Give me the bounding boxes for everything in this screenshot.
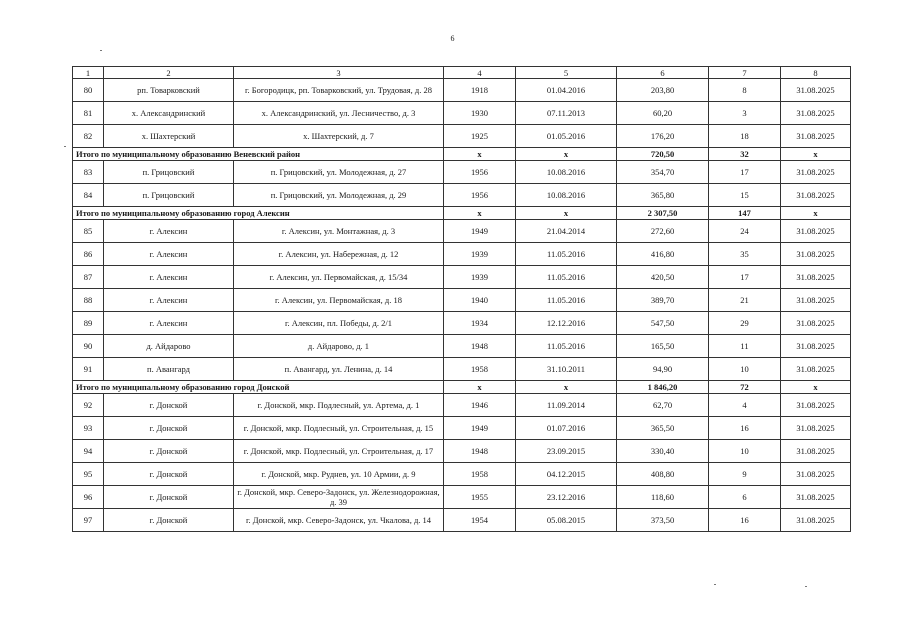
emergency-date-cell: 04.12.2015 bbox=[516, 463, 617, 486]
area-total-cell: 720,50 bbox=[617, 148, 709, 161]
year-built-cell: х bbox=[444, 381, 516, 394]
table-row bbox=[73, 161, 851, 184]
address-cell: г. Донской, мкр. Подлесный, ул. Строительная, д. 17 bbox=[234, 440, 444, 463]
row-number-cell: 97 bbox=[73, 509, 104, 532]
settlement-cell: г. Алексин bbox=[104, 220, 234, 243]
column-number: 4 bbox=[444, 67, 516, 79]
subtotal-row bbox=[73, 207, 851, 220]
subtotal-label: Итого по муниципальному образованию город Алексин bbox=[73, 207, 444, 220]
row-number-cell: 86 bbox=[73, 243, 104, 266]
emergency-date-cell: 11.09.2014 bbox=[516, 394, 617, 417]
year-built-cell: 1949 bbox=[444, 417, 516, 440]
settlement-cell: х. Шахтерский bbox=[104, 125, 234, 148]
table-row bbox=[73, 440, 851, 463]
year-built-cell: 1939 bbox=[444, 243, 516, 266]
relocation-deadline-cell: 31.08.2025 bbox=[781, 79, 851, 102]
column-number: 8 bbox=[781, 67, 851, 79]
year-built-cell: 1948 bbox=[444, 440, 516, 463]
area-cell: 354,70 bbox=[617, 161, 709, 184]
table-body bbox=[73, 67, 851, 532]
settlement-cell: рп. Товарковский bbox=[104, 79, 234, 102]
year-built-cell: 1946 bbox=[444, 394, 516, 417]
row-number-cell: 93 bbox=[73, 417, 104, 440]
relocation-deadline-cell: 31.08.2025 bbox=[781, 509, 851, 532]
area-cell: 389,70 bbox=[617, 289, 709, 312]
address-cell: п. Грицовский, ул. Молодежная, д. 27 bbox=[234, 161, 444, 184]
address-cell: г. Богородицк, рп. Товарковский, ул. Трудовая, д. 28 bbox=[234, 79, 444, 102]
year-built-cell: 1918 bbox=[444, 79, 516, 102]
address-cell: г. Алексин, ул. Первомайская, д. 15/34 bbox=[234, 266, 444, 289]
row-number-cell: 80 bbox=[73, 79, 104, 102]
area-cell: 330,40 bbox=[617, 440, 709, 463]
settlement-cell: г. Алексин bbox=[104, 243, 234, 266]
emergency-date-cell: 07.11.2013 bbox=[516, 102, 617, 125]
emergency-date-cell: 11.05.2016 bbox=[516, 335, 617, 358]
scan-speck bbox=[64, 146, 66, 147]
settlement-cell: г. Алексин bbox=[104, 266, 234, 289]
row-number-cell: 88 bbox=[73, 289, 104, 312]
address-cell: п. Авангард, ул. Ленина, д. 14 bbox=[234, 358, 444, 381]
subtotal-row bbox=[73, 148, 851, 161]
table-row bbox=[73, 243, 851, 266]
area-cell: 420,50 bbox=[617, 266, 709, 289]
area-cell: 62,70 bbox=[617, 394, 709, 417]
column-number: 7 bbox=[709, 67, 781, 79]
residents-cell: 3 bbox=[709, 102, 781, 125]
table-row bbox=[73, 509, 851, 532]
settlement-cell: г. Донской bbox=[104, 440, 234, 463]
year-built-cell: х bbox=[444, 148, 516, 161]
emergency-date-cell: 01.04.2016 bbox=[516, 79, 617, 102]
address-cell: г. Алексин, ул. Первомайская, д. 18 bbox=[234, 289, 444, 312]
emergency-date-cell: 11.05.2016 bbox=[516, 243, 617, 266]
year-built-cell: 1940 bbox=[444, 289, 516, 312]
subtotal-row bbox=[73, 381, 851, 394]
year-built-cell: 1939 bbox=[444, 266, 516, 289]
table-row bbox=[73, 486, 851, 509]
emergency-date-cell: 11.05.2016 bbox=[516, 266, 617, 289]
table-row bbox=[73, 335, 851, 358]
subtotal-label: Итого по муниципальному образованию город Донской bbox=[73, 381, 444, 394]
emergency-date-cell: 12.12.2016 bbox=[516, 312, 617, 335]
address-cell: п. Грицовский, ул. Молодежная, д. 29 bbox=[234, 184, 444, 207]
area-cell: 365,80 bbox=[617, 184, 709, 207]
settlement-cell: г. Донской bbox=[104, 486, 234, 509]
table-row bbox=[73, 289, 851, 312]
residents-cell: 9 bbox=[709, 463, 781, 486]
settlement-cell: г. Алексин bbox=[104, 289, 234, 312]
residents-total-cell: 32 bbox=[709, 148, 781, 161]
emergency-date-cell: 31.10.2011 bbox=[516, 358, 617, 381]
relocation-deadline-cell: 31.08.2025 bbox=[781, 463, 851, 486]
subtotal-label: Итого по муниципальному образованию Веневский район bbox=[73, 148, 444, 161]
relocation-deadline-cell: 31.08.2025 bbox=[781, 184, 851, 207]
relocation-deadline-cell: 31.08.2025 bbox=[781, 289, 851, 312]
column-number-row bbox=[73, 67, 851, 79]
settlement-cell: г. Донской bbox=[104, 394, 234, 417]
year-built-cell: 1958 bbox=[444, 463, 516, 486]
residents-cell: 11 bbox=[709, 335, 781, 358]
row-number-cell: 87 bbox=[73, 266, 104, 289]
residents-cell: 15 bbox=[709, 184, 781, 207]
emergency-date-cell: 23.12.2016 bbox=[516, 486, 617, 509]
housing-register-table bbox=[72, 66, 851, 532]
year-built-cell: 1930 bbox=[444, 102, 516, 125]
residents-cell: 4 bbox=[709, 394, 781, 417]
column-number: 1 bbox=[73, 67, 104, 79]
settlement-cell: г. Донской bbox=[104, 463, 234, 486]
column-number: 6 bbox=[617, 67, 709, 79]
address-cell: г. Донской, мкр. Руднев, ул. 10 Армии, д. 9 bbox=[234, 463, 444, 486]
residents-cell: 10 bbox=[709, 358, 781, 381]
emergency-date-cell: 21.04.2014 bbox=[516, 220, 617, 243]
address-cell: г. Алексин, ул. Монтажная, д. 3 bbox=[234, 220, 444, 243]
residents-cell: 18 bbox=[709, 125, 781, 148]
row-number-cell: 84 bbox=[73, 184, 104, 207]
row-number-cell: 91 bbox=[73, 358, 104, 381]
address-cell: г. Алексин, пл. Победы, д. 2/1 bbox=[234, 312, 444, 335]
area-cell: 547,50 bbox=[617, 312, 709, 335]
relocation-deadline-cell: 31.08.2025 bbox=[781, 417, 851, 440]
area-cell: 408,80 bbox=[617, 463, 709, 486]
emergency-date-cell: 10.08.2016 bbox=[516, 161, 617, 184]
emergency-date-cell: 01.05.2016 bbox=[516, 125, 617, 148]
row-number-cell: 96 bbox=[73, 486, 104, 509]
row-number-cell: 89 bbox=[73, 312, 104, 335]
residents-cell: 35 bbox=[709, 243, 781, 266]
table-row bbox=[73, 220, 851, 243]
year-built-cell: 1949 bbox=[444, 220, 516, 243]
year-built-cell: 1956 bbox=[444, 161, 516, 184]
year-built-cell: 1948 bbox=[444, 335, 516, 358]
residents-cell: 17 bbox=[709, 266, 781, 289]
residents-cell: 6 bbox=[709, 486, 781, 509]
area-cell: 272,60 bbox=[617, 220, 709, 243]
address-cell: г. Алексин, ул. Набережная, д. 12 bbox=[234, 243, 444, 266]
residents-total-cell: 147 bbox=[709, 207, 781, 220]
year-built-cell: 1956 bbox=[444, 184, 516, 207]
residents-cell: 21 bbox=[709, 289, 781, 312]
residents-cell: 10 bbox=[709, 440, 781, 463]
area-cell: 176,20 bbox=[617, 125, 709, 148]
column-number: 3 bbox=[234, 67, 444, 79]
relocation-deadline-cell: 31.08.2025 bbox=[781, 243, 851, 266]
year-built-cell: х bbox=[444, 207, 516, 220]
page-number: 6 bbox=[450, 34, 455, 43]
row-number-cell: 83 bbox=[73, 161, 104, 184]
area-cell: 416,80 bbox=[617, 243, 709, 266]
row-number-cell: 92 bbox=[73, 394, 104, 417]
address-cell: г. Донской, мкр. Подлесный, ул. Строительная, д. 15 bbox=[234, 417, 444, 440]
settlement-cell: п. Грицовский bbox=[104, 184, 234, 207]
relocation-deadline-cell: х bbox=[781, 381, 851, 394]
residents-cell: 8 bbox=[709, 79, 781, 102]
relocation-deadline-cell: 31.08.2025 bbox=[781, 161, 851, 184]
relocation-deadline-cell: 31.08.2025 bbox=[781, 440, 851, 463]
settlement-cell: х. Александринский bbox=[104, 102, 234, 125]
emergency-date-cell: х bbox=[516, 148, 617, 161]
residents-total-cell: 72 bbox=[709, 381, 781, 394]
emergency-date-cell: 01.07.2016 bbox=[516, 417, 617, 440]
row-number-cell: 90 bbox=[73, 335, 104, 358]
relocation-deadline-cell: 31.08.2025 bbox=[781, 220, 851, 243]
table-row bbox=[73, 102, 851, 125]
year-built-cell: 1955 bbox=[444, 486, 516, 509]
year-built-cell: 1958 bbox=[444, 358, 516, 381]
row-number-cell: 95 bbox=[73, 463, 104, 486]
settlement-cell: г. Алексин bbox=[104, 312, 234, 335]
scan-speck bbox=[714, 584, 716, 585]
settlement-cell: п. Грицовский bbox=[104, 161, 234, 184]
year-built-cell: 1934 bbox=[444, 312, 516, 335]
emergency-date-cell: 11.05.2016 bbox=[516, 289, 617, 312]
row-number-cell: 81 bbox=[73, 102, 104, 125]
relocation-deadline-cell: 31.08.2025 bbox=[781, 358, 851, 381]
relocation-deadline-cell: 31.08.2025 bbox=[781, 335, 851, 358]
scan-speck bbox=[805, 586, 807, 587]
emergency-date-cell: 05.08.2015 bbox=[516, 509, 617, 532]
relocation-deadline-cell: 31.08.2025 bbox=[781, 266, 851, 289]
residents-cell: 29 bbox=[709, 312, 781, 335]
column-number: 2 bbox=[104, 67, 234, 79]
area-total-cell: 2 307,50 bbox=[617, 207, 709, 220]
relocation-deadline-cell: х bbox=[781, 148, 851, 161]
address-cell: г. Донской, мкр. Северо-Задонск, ул. Чкалова, д. 14 bbox=[234, 509, 444, 532]
residents-cell: 17 bbox=[709, 161, 781, 184]
row-number-cell: 85 bbox=[73, 220, 104, 243]
area-total-cell: 1 846,20 bbox=[617, 381, 709, 394]
relocation-deadline-cell: х bbox=[781, 207, 851, 220]
area-cell: 94,90 bbox=[617, 358, 709, 381]
table-row bbox=[73, 312, 851, 335]
area-cell: 373,50 bbox=[617, 509, 709, 532]
residents-cell: 16 bbox=[709, 509, 781, 532]
table-row bbox=[73, 266, 851, 289]
area-cell: 203,80 bbox=[617, 79, 709, 102]
settlement-cell: д. Айдарово bbox=[104, 335, 234, 358]
address-cell: д. Айдарово, д. 1 bbox=[234, 335, 444, 358]
column-number: 5 bbox=[516, 67, 617, 79]
residents-cell: 24 bbox=[709, 220, 781, 243]
table-row bbox=[73, 79, 851, 102]
scan-speck bbox=[100, 50, 102, 51]
area-cell: 60,20 bbox=[617, 102, 709, 125]
relocation-deadline-cell: 31.08.2025 bbox=[781, 394, 851, 417]
settlement-cell: п. Авангард bbox=[104, 358, 234, 381]
area-cell: 365,50 bbox=[617, 417, 709, 440]
settlement-cell: г. Донской bbox=[104, 509, 234, 532]
address-cell: х. Александринский, ул. Лесничество, д. 3 bbox=[234, 102, 444, 125]
address-cell: х. Шахтерский, д. 7 bbox=[234, 125, 444, 148]
address-cell: г. Донской, мкр. Подлесный, ул. Артема, д. 1 bbox=[234, 394, 444, 417]
emergency-date-cell: х bbox=[516, 381, 617, 394]
table-row bbox=[73, 358, 851, 381]
settlement-cell: г. Донской bbox=[104, 417, 234, 440]
year-built-cell: 1954 bbox=[444, 509, 516, 532]
table-row bbox=[73, 125, 851, 148]
relocation-deadline-cell: 31.08.2025 bbox=[781, 312, 851, 335]
relocation-deadline-cell: 31.08.2025 bbox=[781, 486, 851, 509]
row-number-cell: 94 bbox=[73, 440, 104, 463]
residents-cell: 16 bbox=[709, 417, 781, 440]
table-row bbox=[73, 463, 851, 486]
area-cell: 165,50 bbox=[617, 335, 709, 358]
relocation-deadline-cell: 31.08.2025 bbox=[781, 102, 851, 125]
year-built-cell: 1925 bbox=[444, 125, 516, 148]
table-row bbox=[73, 184, 851, 207]
table-row bbox=[73, 394, 851, 417]
table-row bbox=[73, 417, 851, 440]
emergency-date-cell: 10.08.2016 bbox=[516, 184, 617, 207]
area-cell: 118,60 bbox=[617, 486, 709, 509]
emergency-date-cell: 23.09.2015 bbox=[516, 440, 617, 463]
emergency-date-cell: х bbox=[516, 207, 617, 220]
relocation-deadline-cell: 31.08.2025 bbox=[781, 125, 851, 148]
address-cell: г. Донской, мкр. Северо-Задонск, ул. Железнодорожная, д. 39 bbox=[234, 486, 444, 509]
row-number-cell: 82 bbox=[73, 125, 104, 148]
